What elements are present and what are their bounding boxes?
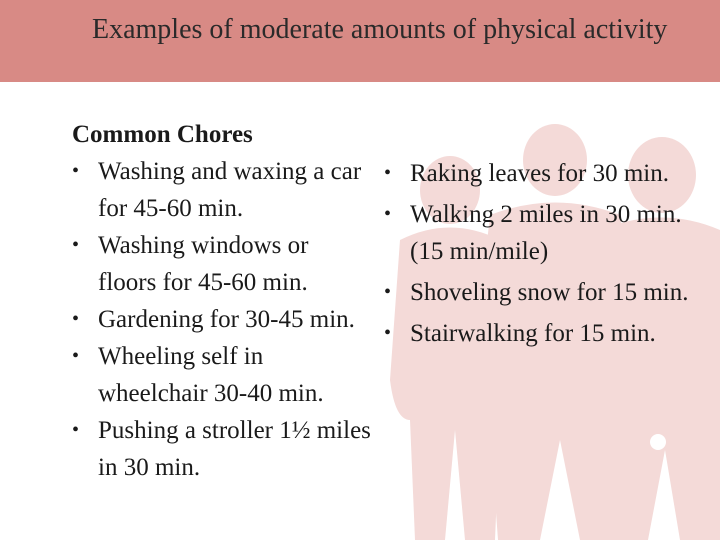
bullet: • (72, 308, 80, 330)
left-column (72, 116, 372, 486)
list-item (384, 315, 704, 352)
section-heading: Common Chores (72, 121, 253, 148)
bullet: • (72, 160, 80, 182)
list-item (384, 155, 704, 192)
bullet: • (384, 162, 392, 184)
slide-title: Examples of moderate amounts of physical activity (92, 14, 668, 45)
activities-list (384, 155, 704, 352)
bullet: • (72, 345, 80, 367)
bullet: • (384, 281, 392, 303)
list-item-text: Gardening for 30-45 min. (98, 306, 355, 333)
bullet: • (72, 419, 80, 441)
list-item (72, 412, 372, 486)
bullet: • (72, 234, 80, 256)
list-item-text: Walking 2 miles in 30 min. (15 min/mile) (410, 201, 682, 265)
chores-list (72, 153, 372, 486)
bullet: • (384, 322, 392, 344)
list-item-text: Stairwalking for 15 min. (410, 320, 656, 347)
list-item-text: Shoveling snow for 15 min. (410, 279, 689, 306)
list-item-text: Pushing a stroller 1½ miles in 30 min. (98, 417, 371, 481)
list-item (384, 274, 704, 311)
list-item-text: Raking leaves for 30 min. (410, 160, 669, 187)
list-item (72, 301, 372, 338)
list-item (72, 153, 372, 227)
list-item-text: Washing and waxing a car for 45-60 min. (98, 158, 362, 222)
list-item (72, 338, 372, 412)
list-item-text: Wheeling self in wheelchair 30-40 min. (98, 343, 324, 407)
list-item (384, 196, 704, 270)
bullet: • (384, 203, 392, 225)
right-column (384, 155, 704, 356)
list-item (72, 227, 372, 301)
list-item-text: Washing windows or floors for 45-60 min. (98, 232, 309, 296)
